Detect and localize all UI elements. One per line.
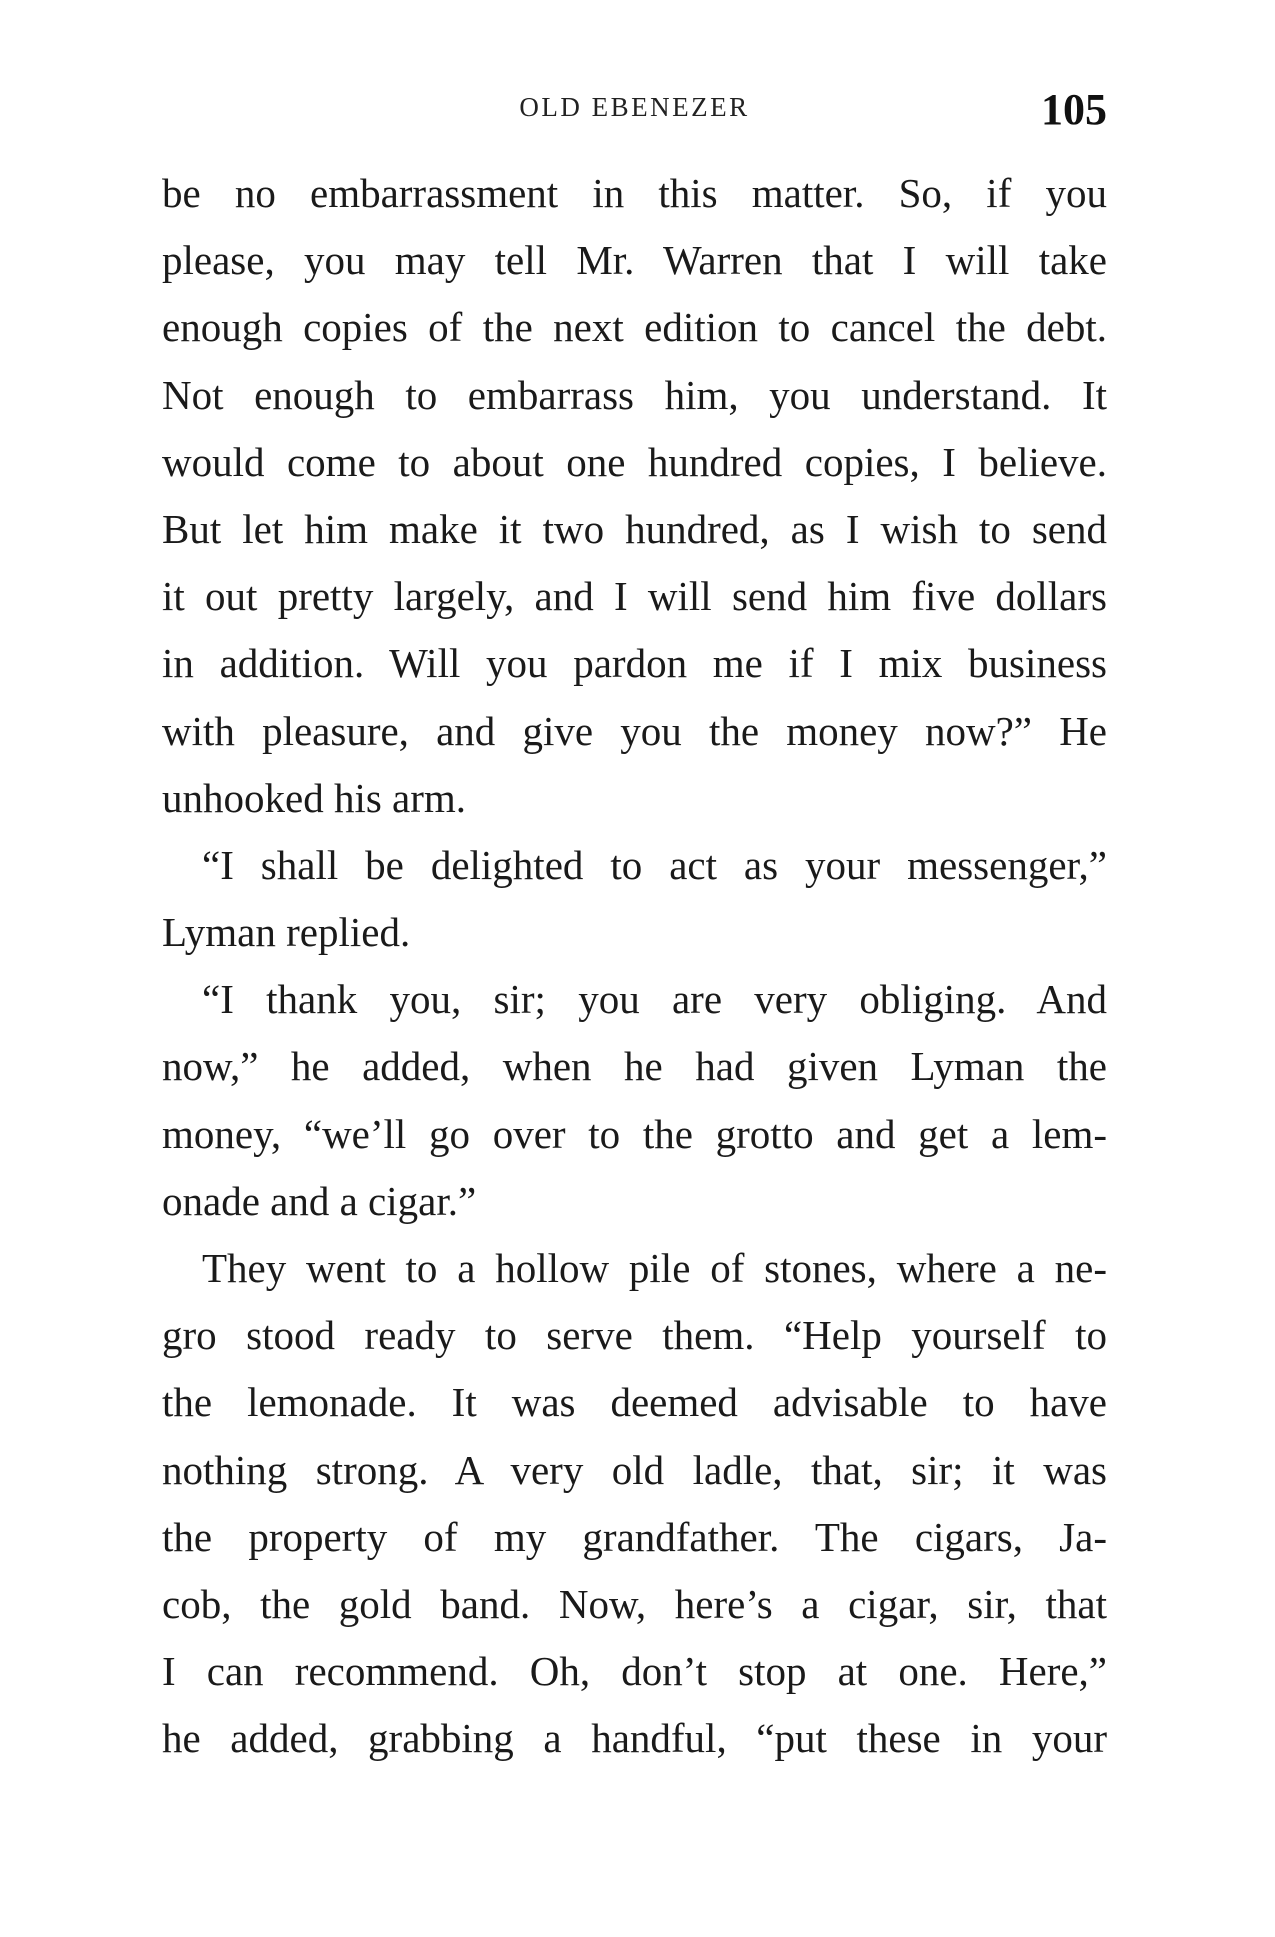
text-line: he added, grabbing a handful, “put these in your — [162, 1715, 1107, 1762]
text-line: I can recommend. Oh, don’t stop at one. Here,” — [162, 1648, 1107, 1695]
text-line: it out pretty largely, and I will send him five dollars — [162, 573, 1107, 620]
text-line: in addition. Will you pardon me if I mix business — [162, 640, 1107, 687]
text-line: please, you may tell Mr. Warren that I will take — [162, 237, 1107, 284]
running-head — [162, 84, 1107, 140]
text-line: onade and a cigar.” — [162, 1177, 477, 1224]
running-title: OLD EBENEZER — [519, 92, 750, 122]
text-line: gro stood ready to serve them. “Help yourself to — [162, 1312, 1107, 1359]
text-line: be no embarrassment in this matter. So, if you — [162, 170, 1107, 216]
text-line: They went to a hollow pile of stones, where a ne- — [202, 1245, 1107, 1291]
page-number: 105 — [1041, 85, 1107, 134]
text-line: unhooked his arm. — [162, 774, 467, 821]
text-line: money, “we’ll go over to the grotto and get a lem- — [162, 1110, 1107, 1157]
text-line: “I shall be delighted to act as your messenger,” — [202, 841, 1107, 888]
text-line: cob, the gold band. Now, here’s a cigar, sir, that — [162, 1580, 1107, 1627]
text-line: with pleasure, and give you the money now?” He — [162, 707, 1107, 754]
text-line: now,” he added, when he had given Lyman the — [162, 1043, 1107, 1090]
text-line: the property of my grandfather. The cigars, Ja- — [162, 1513, 1107, 1560]
text-line: would come to about one hundred copies, I believe. — [162, 438, 1107, 485]
text-line: Not enough to embarrass him, you understand. It — [162, 371, 1107, 418]
text-line: the lemonade. It was deemed advisable to have — [162, 1379, 1107, 1426]
body-text — [162, 160, 1107, 1773]
text-line: Lyman replied. — [162, 909, 411, 956]
text-line: nothing strong. A very old ladle, that, sir; it was — [162, 1446, 1107, 1493]
text-line: “I thank you, sir; you are very obliging. And — [202, 976, 1107, 1023]
text-line: enough copies of the next edition to cancel the debt. — [162, 304, 1107, 351]
text-line: But let him make it two hundred, as I wish to send — [162, 505, 1107, 552]
